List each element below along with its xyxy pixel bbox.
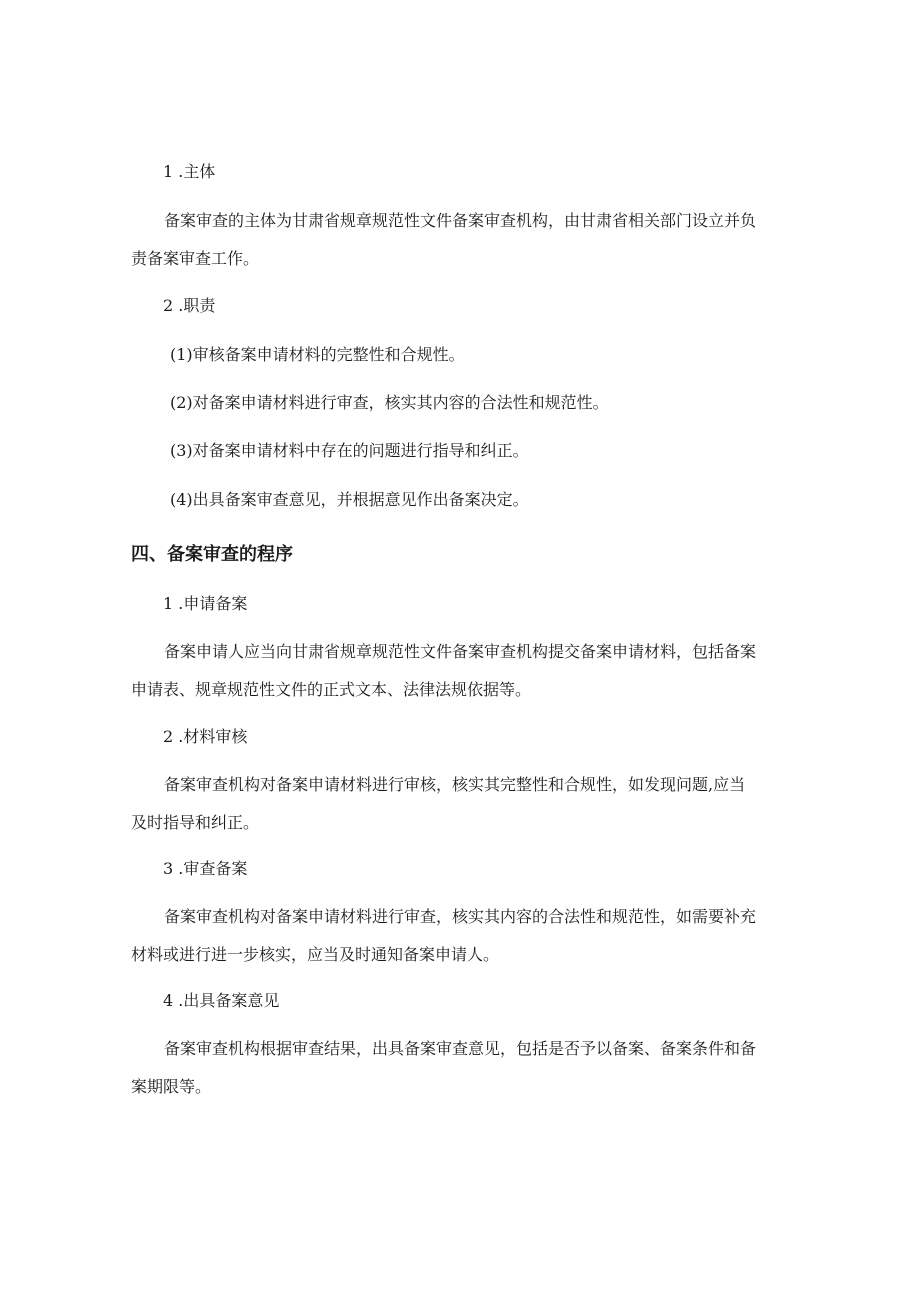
paragraph-line: 及时指导和纠正。 [131, 813, 260, 832]
item-title-review-materials: 2 .材料审核 [163, 727, 248, 746]
duty-item: (3)对备案申请材料中存在的问题进行指导和纠正。 [170, 441, 529, 460]
item-title-apply: 1 .申请备案 [163, 594, 248, 613]
item-title-examine: 3 .审查备案 [163, 859, 248, 878]
paragraph-line: 责备案审查工作。 [131, 249, 260, 268]
paragraph-apply [131, 633, 793, 709]
paragraph-examine [131, 898, 793, 974]
duty-item: (4)出具备案审查意见，并根据意见作出备案决定。 [170, 490, 529, 509]
paragraph-line: 备案审查机构对备案申请材料进行审查，核实其内容的合法性和规范性，如需要补充 [164, 907, 757, 926]
section-heading: 四、备案审查的程序 [131, 544, 293, 565]
paragraph-line: 案期限等。 [131, 1077, 212, 1096]
paragraph-line: 备案申请人应当向甘肃省规章规范性文件备案审查机构提交备案申请材料，包括备案 [164, 642, 757, 661]
item-title-subject: 1 .主体 [163, 162, 216, 181]
paragraph-line: 备案审查的主体为甘肃省规章规范性文件备案审查机构，由甘肃省相关部门设立并负 [164, 211, 757, 230]
paragraph-line: 备案审查机构根据审查结果，出具备案审查意见，包括是否予以备案、备案条件和备 [164, 1039, 757, 1058]
duty-item: (1)审核备案申请材料的完整性和合规性。 [170, 345, 465, 364]
paragraph-line: 申请表、规章规范性文件的正式文本、法律法规依据等。 [131, 680, 532, 699]
duty-item: (2)对备案申请材料进行审查，核实其内容的合法性和规范性。 [170, 393, 609, 412]
paragraph-subject [131, 202, 793, 278]
paragraph-line: 备案审查机构对备案申请材料进行审核，核实其完整性和合规性，如发现问题,应当 [164, 775, 746, 794]
item-title-duties: 2 .职责 [163, 296, 216, 315]
paragraph-opinion [131, 1030, 793, 1106]
item-title-opinion: 4 .出具备案意见 [163, 991, 280, 1010]
paragraph-line: 材料或进行进一步核实，应当及时通知备案申请人。 [131, 945, 500, 964]
paragraph-review-materials [131, 766, 793, 842]
